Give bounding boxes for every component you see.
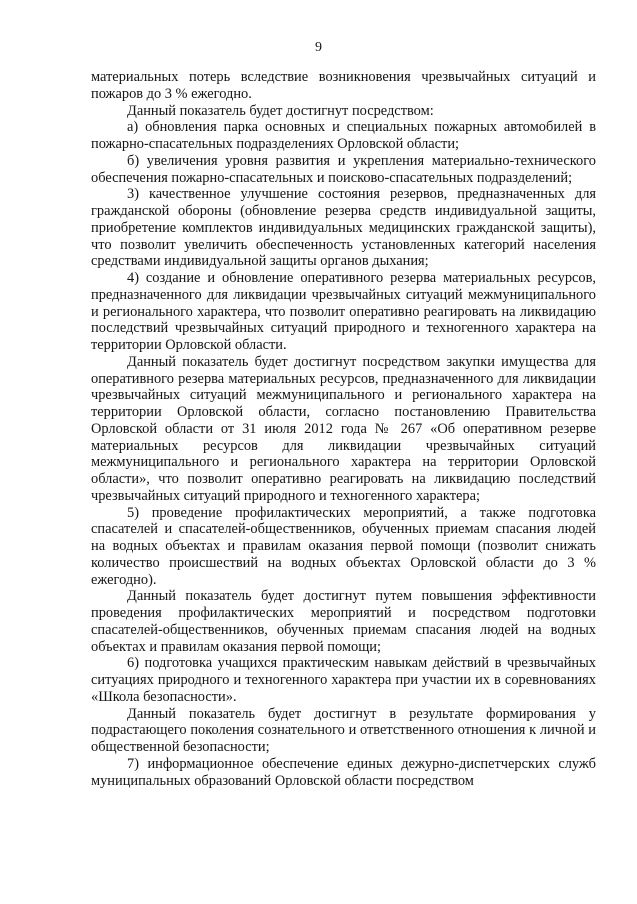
paragraph: Данный показатель будет достигнут в результате формирования у подрастающего поколения сознательного и ответственного отношения к личной и общественной безопасности; bbox=[91, 705, 596, 755]
document-body bbox=[91, 69, 596, 789]
paragraph-continuation: материальных потерь вследствие возникновения чрезвычайных ситуаций и пожаров до 3 % ежегодно. bbox=[91, 69, 596, 102]
paragraph-item-3: 3) качественное улучшение состояния резервов, предназначенных для гражданской обороны (обновление резерва средств индивидуальной защиты, приобретение комплектов индивидуальных медицинских гражданской защиты), что позволит увеличить обеспеченность установленных категорий населения средствами индивидуальной защиты органов дыхания; bbox=[91, 186, 596, 270]
paragraph: Данный показатель будет достигнут посредством закупки имущества для оперативного резерва материальных ресурсов, предназначенного для ликвидации чрезвычайных ситуаций межмуниципального и регионального характера на территории Орловской области, согласно постановлению Правительства Орловской области от 31 июля 2012 года № 267 «Об оперативном резерве материальных ресурсов для ликвидации чрезвычайных ситуаций межмуниципального и регионального характера на территории Орловской области», что позволит оперативно реагировать на ликвидацию последствий чрезвычайных ситуаций природного и техногенного характера; bbox=[91, 353, 596, 504]
paragraph-item-b: б) увеличения уровня развития и укрепления материально-технического обеспечения пожарно-спасательных и поисково-спасательных подразделений; bbox=[91, 152, 596, 186]
page-number: 9 bbox=[315, 40, 322, 55]
paragraph-item-5: 5) проведение профилактических мероприятий, а также подготовка спасателей и спасателей-общественников, обученных приемам спасания людей на водных объектах и правилам оказания первой помощи (позволит снижать количество происшествий на водных объектах Орловской области до 3 % ежегодно). bbox=[91, 504, 596, 588]
paragraph-item-7: 7) информационное обеспечение единых дежурно-диспетчерских служб муниципальных образований Орловской области посредством bbox=[91, 755, 596, 789]
paragraph: Данный показатель будет достигнут путем повышения эффективности проведения профилактических мероприятий и посредством подготовки спасателей-общественников, обученных приемам спасания людей на водных объектах и правилам оказания первой помощи; bbox=[91, 588, 596, 655]
paragraph: Данный показатель будет достигнут посредством: bbox=[127, 102, 434, 119]
paragraph-item-a: а) обновления парка основных и специальных пожарных автомобилей в пожарно-спасательных подразделениях Орловской области; bbox=[91, 119, 596, 152]
paragraph-item-4: 4) создание и обновление оперативного резерва материальных ресурсов, предназначенного для ликвидации чрезвычайных ситуаций межмуниципального и регионального характера, что позволит оперативно реагировать на ликвидацию последствий чрезвычайных ситуаций природного и техногенного характера на территории Орловской области. bbox=[91, 270, 596, 353]
paragraph-item-6: 6) подготовка учащихся практическим навыкам действий в чрезвычайных ситуациях природного и техногенного характера при участии их в соревнованиях «Школа безопасности». bbox=[91, 655, 596, 705]
